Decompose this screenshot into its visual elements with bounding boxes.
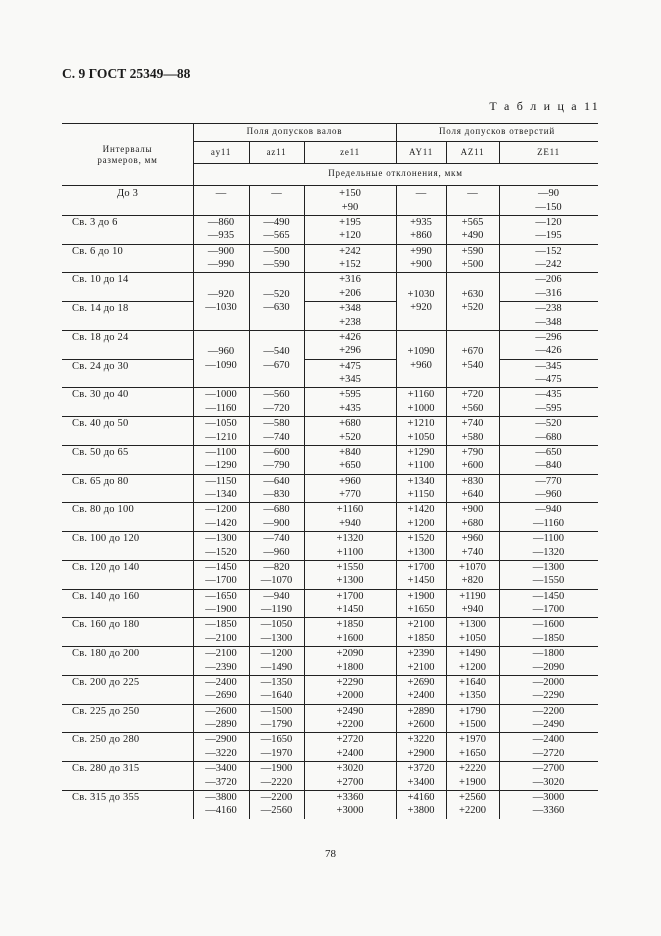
value-lower: —3020 xyxy=(532,776,565,788)
value-lower: —316 xyxy=(535,287,562,299)
value-lower: —2390 xyxy=(205,661,237,673)
value-upper: +195 xyxy=(339,216,361,228)
value-lower: —830 xyxy=(263,489,290,500)
column-header-az11: az11 xyxy=(266,147,287,157)
value-upper: —520 xyxy=(535,418,562,429)
row-divider xyxy=(62,185,598,186)
value-upper: —1300 xyxy=(205,533,237,544)
value-lower: +3000 xyxy=(336,805,364,817)
value-upper: —1850 xyxy=(205,619,237,631)
value-lower: —680 xyxy=(535,431,562,443)
value-upper: +840 xyxy=(339,446,361,458)
value-upper: +348 xyxy=(339,303,361,314)
row-divider xyxy=(62,123,598,124)
value-lower: —1210 xyxy=(205,431,237,443)
document-header: С. 9 ГОСТ 25349—88 xyxy=(62,66,191,81)
value-upper: +2290 xyxy=(336,676,364,688)
value-upper: +2220 xyxy=(459,763,486,774)
value-upper: —1800 xyxy=(532,648,565,659)
value-lower: +520 xyxy=(461,302,484,314)
value-upper: +475 xyxy=(339,360,361,372)
value-lower: —790 xyxy=(263,460,290,472)
value-upper: —500 xyxy=(263,245,290,257)
value-upper: —90 xyxy=(538,188,559,199)
value-lower: —990 xyxy=(207,259,235,270)
value-lower: +1050 xyxy=(459,632,486,644)
interval-label: Св. 50 до 65 xyxy=(72,446,129,458)
value-upper: +1520 xyxy=(407,533,435,544)
value-lower: —348 xyxy=(535,316,562,328)
value-lower: +1650 xyxy=(407,604,435,615)
value-upper: +1030 xyxy=(407,288,435,300)
value-lower: —1970 xyxy=(260,747,293,759)
value-lower: +1450 xyxy=(407,575,435,587)
value-lower: —935 xyxy=(207,230,235,242)
value-lower: —1290 xyxy=(205,460,237,472)
value-upper: —540 xyxy=(263,346,290,358)
value-upper: +3220 xyxy=(407,734,435,746)
value-upper: —2900 xyxy=(205,734,237,746)
value-upper: +935 xyxy=(410,216,432,228)
value-lower: +1050 xyxy=(407,431,435,443)
value-upper: +630 xyxy=(461,288,484,300)
interval-label: Св. 18 до 24 xyxy=(72,331,129,343)
value-lower: +650 xyxy=(339,460,361,472)
value-lower: —1070 xyxy=(260,575,293,587)
value-upper: —2600 xyxy=(205,705,237,717)
value-lower: +540 xyxy=(461,359,484,371)
value-upper: +2690 xyxy=(407,676,435,688)
interval-label: Св. 40 до 50 xyxy=(72,418,129,429)
value-upper: +1490 xyxy=(459,648,486,659)
value-upper: —1650 xyxy=(260,734,293,746)
value-upper: —1200 xyxy=(260,648,293,659)
value-upper: +1190 xyxy=(459,590,486,602)
value-lower: +1500 xyxy=(459,719,486,730)
interval-label: Св. 160 до 180 xyxy=(72,619,140,631)
interval-label: Св. 180 до 200 xyxy=(72,648,140,659)
intervals-header: Интервалы размеров, мм xyxy=(97,144,158,165)
value-upper: +1640 xyxy=(459,676,486,688)
value-upper: +960 xyxy=(461,533,484,544)
value-upper: — xyxy=(415,188,427,199)
value-lower: —2290 xyxy=(532,690,565,702)
value-upper: —680 xyxy=(263,504,290,516)
interval-label: Св. 24 до 30 xyxy=(72,360,129,372)
value-lower: +1300 xyxy=(336,575,364,587)
value-upper: +2100 xyxy=(407,619,435,631)
value-lower: —2560 xyxy=(260,805,293,817)
value-upper: +1300 xyxy=(459,619,486,631)
value-lower: —1030 xyxy=(205,302,237,314)
value-lower: —1340 xyxy=(205,489,237,500)
column-header-ay11: ay11 xyxy=(210,147,232,157)
value-upper: — xyxy=(271,188,282,199)
value-lower: +1150 xyxy=(407,489,435,500)
value-lower: —2890 xyxy=(205,719,237,730)
value-upper: —1100 xyxy=(205,446,237,458)
value-lower: +1850 xyxy=(407,632,435,644)
value-lower: +2100 xyxy=(407,661,435,673)
value-upper: +3360 xyxy=(336,791,364,803)
value-lower: —3720 xyxy=(205,776,237,788)
value-lower: +90 xyxy=(341,201,359,213)
value-upper: +590 xyxy=(461,245,484,257)
interval-label: Св. 3 до 6 xyxy=(72,216,118,228)
value-upper: —2400 xyxy=(205,676,237,688)
value-upper: —435 xyxy=(535,389,562,401)
value-lower: —900 xyxy=(263,517,290,529)
value-lower: +3400 xyxy=(407,776,435,788)
value-lower: +2400 xyxy=(407,690,435,702)
value-lower: —1850 xyxy=(532,632,565,644)
value-upper: —1450 xyxy=(532,590,565,602)
value-upper: +1070 xyxy=(459,561,486,573)
value-upper: —960 xyxy=(207,346,235,358)
value-upper: —600 xyxy=(263,446,290,458)
value-lower: —1490 xyxy=(260,661,293,673)
interval-label: Св. 10 до 14 xyxy=(72,274,129,286)
value-upper: +1320 xyxy=(336,533,364,544)
value-upper: —1150 xyxy=(205,475,237,487)
value-upper: —940 xyxy=(535,504,562,516)
holes-header: Поля допусков отверстий xyxy=(438,126,556,136)
value-upper: +426 xyxy=(339,331,361,343)
value-upper: —580 xyxy=(263,418,290,429)
value-upper: +790 xyxy=(461,446,484,458)
value-upper: +1900 xyxy=(407,590,435,602)
value-upper: —1200 xyxy=(205,504,237,516)
value-lower: —960 xyxy=(263,546,290,558)
value-lower: +1350 xyxy=(459,690,486,702)
value-lower: —1900 xyxy=(205,604,237,615)
value-lower: +296 xyxy=(339,345,361,357)
value-upper: +740 xyxy=(461,418,484,429)
value-upper: +3020 xyxy=(336,763,364,774)
value-lower: +860 xyxy=(410,230,432,242)
value-lower: —1320 xyxy=(532,546,565,558)
value-lower: +2200 xyxy=(459,805,486,817)
value-lower: +238 xyxy=(339,316,361,328)
value-lower: +560 xyxy=(461,402,484,414)
value-lower: +770 xyxy=(339,489,361,500)
value-lower: +1300 xyxy=(407,546,435,558)
value-upper: +2560 xyxy=(459,791,486,803)
value-lower: —1160 xyxy=(205,402,237,414)
value-upper: +670 xyxy=(461,346,484,358)
value-upper: +4160 xyxy=(407,791,435,803)
value-upper: +1090 xyxy=(407,346,435,358)
interval-label: Св. 14 до 18 xyxy=(72,303,129,314)
value-lower: +1450 xyxy=(336,604,364,615)
value-upper: +150 xyxy=(339,188,361,199)
value-lower: +740 xyxy=(461,546,484,558)
value-upper: +1420 xyxy=(407,504,435,516)
value-lower: —1520 xyxy=(205,546,237,558)
value-upper: +1160 xyxy=(336,504,364,516)
value-upper: —120 xyxy=(535,216,562,228)
value-upper: —1600 xyxy=(532,619,565,631)
value-lower: —1700 xyxy=(532,604,565,615)
interval-label: Св. 140 до 160 xyxy=(72,590,140,602)
value-upper: —238 xyxy=(535,303,562,314)
value-upper: +316 xyxy=(339,274,361,286)
value-upper: —1650 xyxy=(205,590,237,602)
value-lower: +152 xyxy=(339,259,361,270)
value-upper: +1210 xyxy=(407,418,435,429)
value-lower: —1190 xyxy=(260,604,293,615)
value-lower: +2600 xyxy=(407,719,435,730)
value-lower: +500 xyxy=(461,259,484,270)
value-lower: +345 xyxy=(339,374,361,385)
value-lower: —1420 xyxy=(205,517,237,529)
interval-label: Св. 315 до 355 xyxy=(72,791,140,803)
value-upper: —860 xyxy=(207,216,235,228)
value-upper: +1340 xyxy=(407,475,435,487)
value-lower: —3220 xyxy=(205,747,237,759)
value-upper: +830 xyxy=(461,475,484,487)
value-lower: +820 xyxy=(461,575,484,587)
value-upper: —3000 xyxy=(532,791,565,803)
value-upper: — xyxy=(467,188,478,199)
value-lower: —2090 xyxy=(532,661,565,673)
value-upper: +900 xyxy=(461,504,484,516)
interval-label: До 3 xyxy=(116,188,139,199)
value-lower: —4160 xyxy=(205,805,237,817)
page-number: 78 xyxy=(325,848,336,860)
value-lower: —595 xyxy=(535,402,562,414)
value-upper: +565 xyxy=(461,216,484,228)
value-upper: —1000 xyxy=(205,389,237,401)
value-lower: +1100 xyxy=(407,460,435,472)
deviations-header: Предельные отклонения, мкм xyxy=(328,168,463,178)
value-upper: +1850 xyxy=(336,619,364,631)
value-upper: +1700 xyxy=(336,590,364,602)
value-upper: —1900 xyxy=(260,763,293,774)
value-upper: —740 xyxy=(263,533,290,544)
value-upper: +720 xyxy=(461,389,484,401)
value-lower: +520 xyxy=(339,431,361,443)
value-upper: +990 xyxy=(410,245,432,257)
value-lower: +640 xyxy=(461,489,484,500)
value-lower: +680 xyxy=(461,517,484,529)
value-lower: —1160 xyxy=(532,517,565,529)
row-divider xyxy=(193,163,598,164)
interval-label: Св. 200 до 225 xyxy=(72,676,140,688)
value-upper: +2390 xyxy=(407,648,435,659)
value-lower: —2690 xyxy=(205,690,237,702)
value-upper: +1290 xyxy=(407,446,435,458)
value-upper: —1500 xyxy=(260,705,293,717)
value-lower: +940 xyxy=(461,604,484,615)
value-upper: —2200 xyxy=(260,791,293,803)
value-lower: —1550 xyxy=(532,575,565,587)
value-upper: —206 xyxy=(535,274,562,286)
value-upper: —640 xyxy=(263,475,290,487)
interval-label: Св. 80 до 100 xyxy=(72,504,134,516)
value-upper: —1100 xyxy=(532,533,565,544)
value-upper: —2700 xyxy=(532,763,565,774)
value-lower: —670 xyxy=(263,359,290,371)
value-lower: +1200 xyxy=(407,517,435,529)
value-lower: +900 xyxy=(410,259,432,270)
value-lower: +1600 xyxy=(336,632,364,644)
value-lower: —195 xyxy=(535,230,562,242)
value-lower: +580 xyxy=(461,431,484,443)
value-lower: —475 xyxy=(535,374,562,385)
value-upper: —296 xyxy=(535,331,562,343)
value-upper: —520 xyxy=(263,288,290,300)
value-lower: +206 xyxy=(339,287,361,299)
value-upper: —2100 xyxy=(205,648,237,659)
value-lower: —2220 xyxy=(260,776,293,788)
value-lower: —3360 xyxy=(532,805,565,817)
value-upper: —1050 xyxy=(260,619,293,631)
value-upper: —3400 xyxy=(205,763,237,774)
interval-label: Св. 225 до 250 xyxy=(72,705,140,717)
value-lower: —2720 xyxy=(532,747,565,759)
value-upper: +1550 xyxy=(336,561,364,573)
value-lower: —1300 xyxy=(260,632,293,644)
value-upper: +2090 xyxy=(336,648,364,659)
value-lower: +1800 xyxy=(336,661,364,673)
value-lower: —630 xyxy=(263,302,290,314)
value-upper: —1350 xyxy=(260,676,293,688)
value-lower: +600 xyxy=(461,460,484,472)
value-upper: —770 xyxy=(535,475,562,487)
value-lower: —960 xyxy=(535,489,562,500)
value-lower: +2400 xyxy=(336,747,364,759)
column-header-AY11: AY11 xyxy=(408,147,434,157)
value-upper: —1300 xyxy=(532,561,565,573)
value-lower: +435 xyxy=(339,402,361,414)
value-lower: +2000 xyxy=(336,690,364,702)
value-upper: +960 xyxy=(339,475,361,487)
value-upper: —2200 xyxy=(532,705,565,717)
value-lower: +3800 xyxy=(407,805,435,817)
value-upper: +1970 xyxy=(459,734,486,746)
interval-label: Св. 280 до 315 xyxy=(72,763,140,774)
value-upper: +2490 xyxy=(336,705,364,717)
value-upper: +680 xyxy=(339,418,361,429)
value-lower: +120 xyxy=(339,230,361,242)
value-upper: —920 xyxy=(207,288,235,300)
value-upper: +242 xyxy=(339,245,361,257)
column-header-AZ11: AZ11 xyxy=(460,147,485,157)
value-upper: —820 xyxy=(263,561,290,573)
value-lower: +1200 xyxy=(459,661,486,673)
value-lower: +1000 xyxy=(407,402,435,414)
value-upper: —940 xyxy=(263,590,290,602)
value-upper: —900 xyxy=(207,245,235,257)
value-upper: —650 xyxy=(535,446,562,458)
interval-label: Св. 250 до 280 xyxy=(72,734,140,746)
value-upper: —2000 xyxy=(532,676,565,688)
value-lower: +2700 xyxy=(336,776,364,788)
value-lower: +960 xyxy=(410,359,432,371)
value-upper: —2400 xyxy=(532,734,565,746)
value-lower: —150 xyxy=(535,201,562,213)
interval-label: Св. 30 до 40 xyxy=(72,389,129,401)
column-header-ZE11: ZE11 xyxy=(537,147,560,157)
value-upper: —3800 xyxy=(205,791,237,803)
value-lower: —242 xyxy=(535,259,562,270)
value-upper: — xyxy=(215,188,227,199)
interval-label: Св. 6 до 10 xyxy=(72,245,124,257)
value-lower: +1650 xyxy=(459,747,486,759)
value-lower: —1640 xyxy=(260,690,293,702)
interval-label: Св. 100 до 120 xyxy=(72,533,140,544)
value-lower: —1090 xyxy=(205,359,237,371)
value-upper: +2720 xyxy=(336,734,364,746)
value-upper: —152 xyxy=(535,245,562,257)
column-header-ze11: ze11 xyxy=(340,147,360,157)
value-lower: —426 xyxy=(535,345,562,357)
value-upper: +595 xyxy=(339,389,361,401)
value-lower: +490 xyxy=(461,230,484,242)
value-lower: —590 xyxy=(263,259,290,270)
value-upper: +1160 xyxy=(407,389,435,401)
value-lower: —565 xyxy=(263,230,290,242)
value-upper: +1700 xyxy=(407,561,435,573)
value-lower: —740 xyxy=(263,431,290,443)
value-upper: +1790 xyxy=(459,705,486,717)
interval-label: Св. 65 до 80 xyxy=(72,475,129,487)
value-lower: —840 xyxy=(535,460,562,472)
value-upper: —1050 xyxy=(205,418,237,429)
value-upper: —345 xyxy=(535,360,562,372)
value-lower: —2100 xyxy=(205,632,237,644)
value-lower: +920 xyxy=(410,302,432,314)
value-upper: —560 xyxy=(263,389,290,401)
value-upper: —490 xyxy=(263,216,290,228)
value-upper: —1450 xyxy=(205,561,237,573)
value-lower: +2900 xyxy=(407,747,435,759)
table-label: Т а б л и ц а 11 xyxy=(489,99,600,113)
value-lower: —2490 xyxy=(532,719,565,730)
value-lower: —1790 xyxy=(260,719,293,730)
value-upper: +3720 xyxy=(407,763,435,774)
value-lower: —1700 xyxy=(205,575,237,587)
value-lower: +1100 xyxy=(336,546,364,558)
value-lower: +2200 xyxy=(336,719,364,730)
value-lower: —720 xyxy=(263,402,290,414)
value-lower: +940 xyxy=(339,517,361,529)
value-lower: +1900 xyxy=(459,776,486,788)
shafts-header: Поля допусков валов xyxy=(246,126,343,136)
interval-label: Св. 120 до 140 xyxy=(72,561,140,573)
value-upper: +2890 xyxy=(407,705,435,717)
